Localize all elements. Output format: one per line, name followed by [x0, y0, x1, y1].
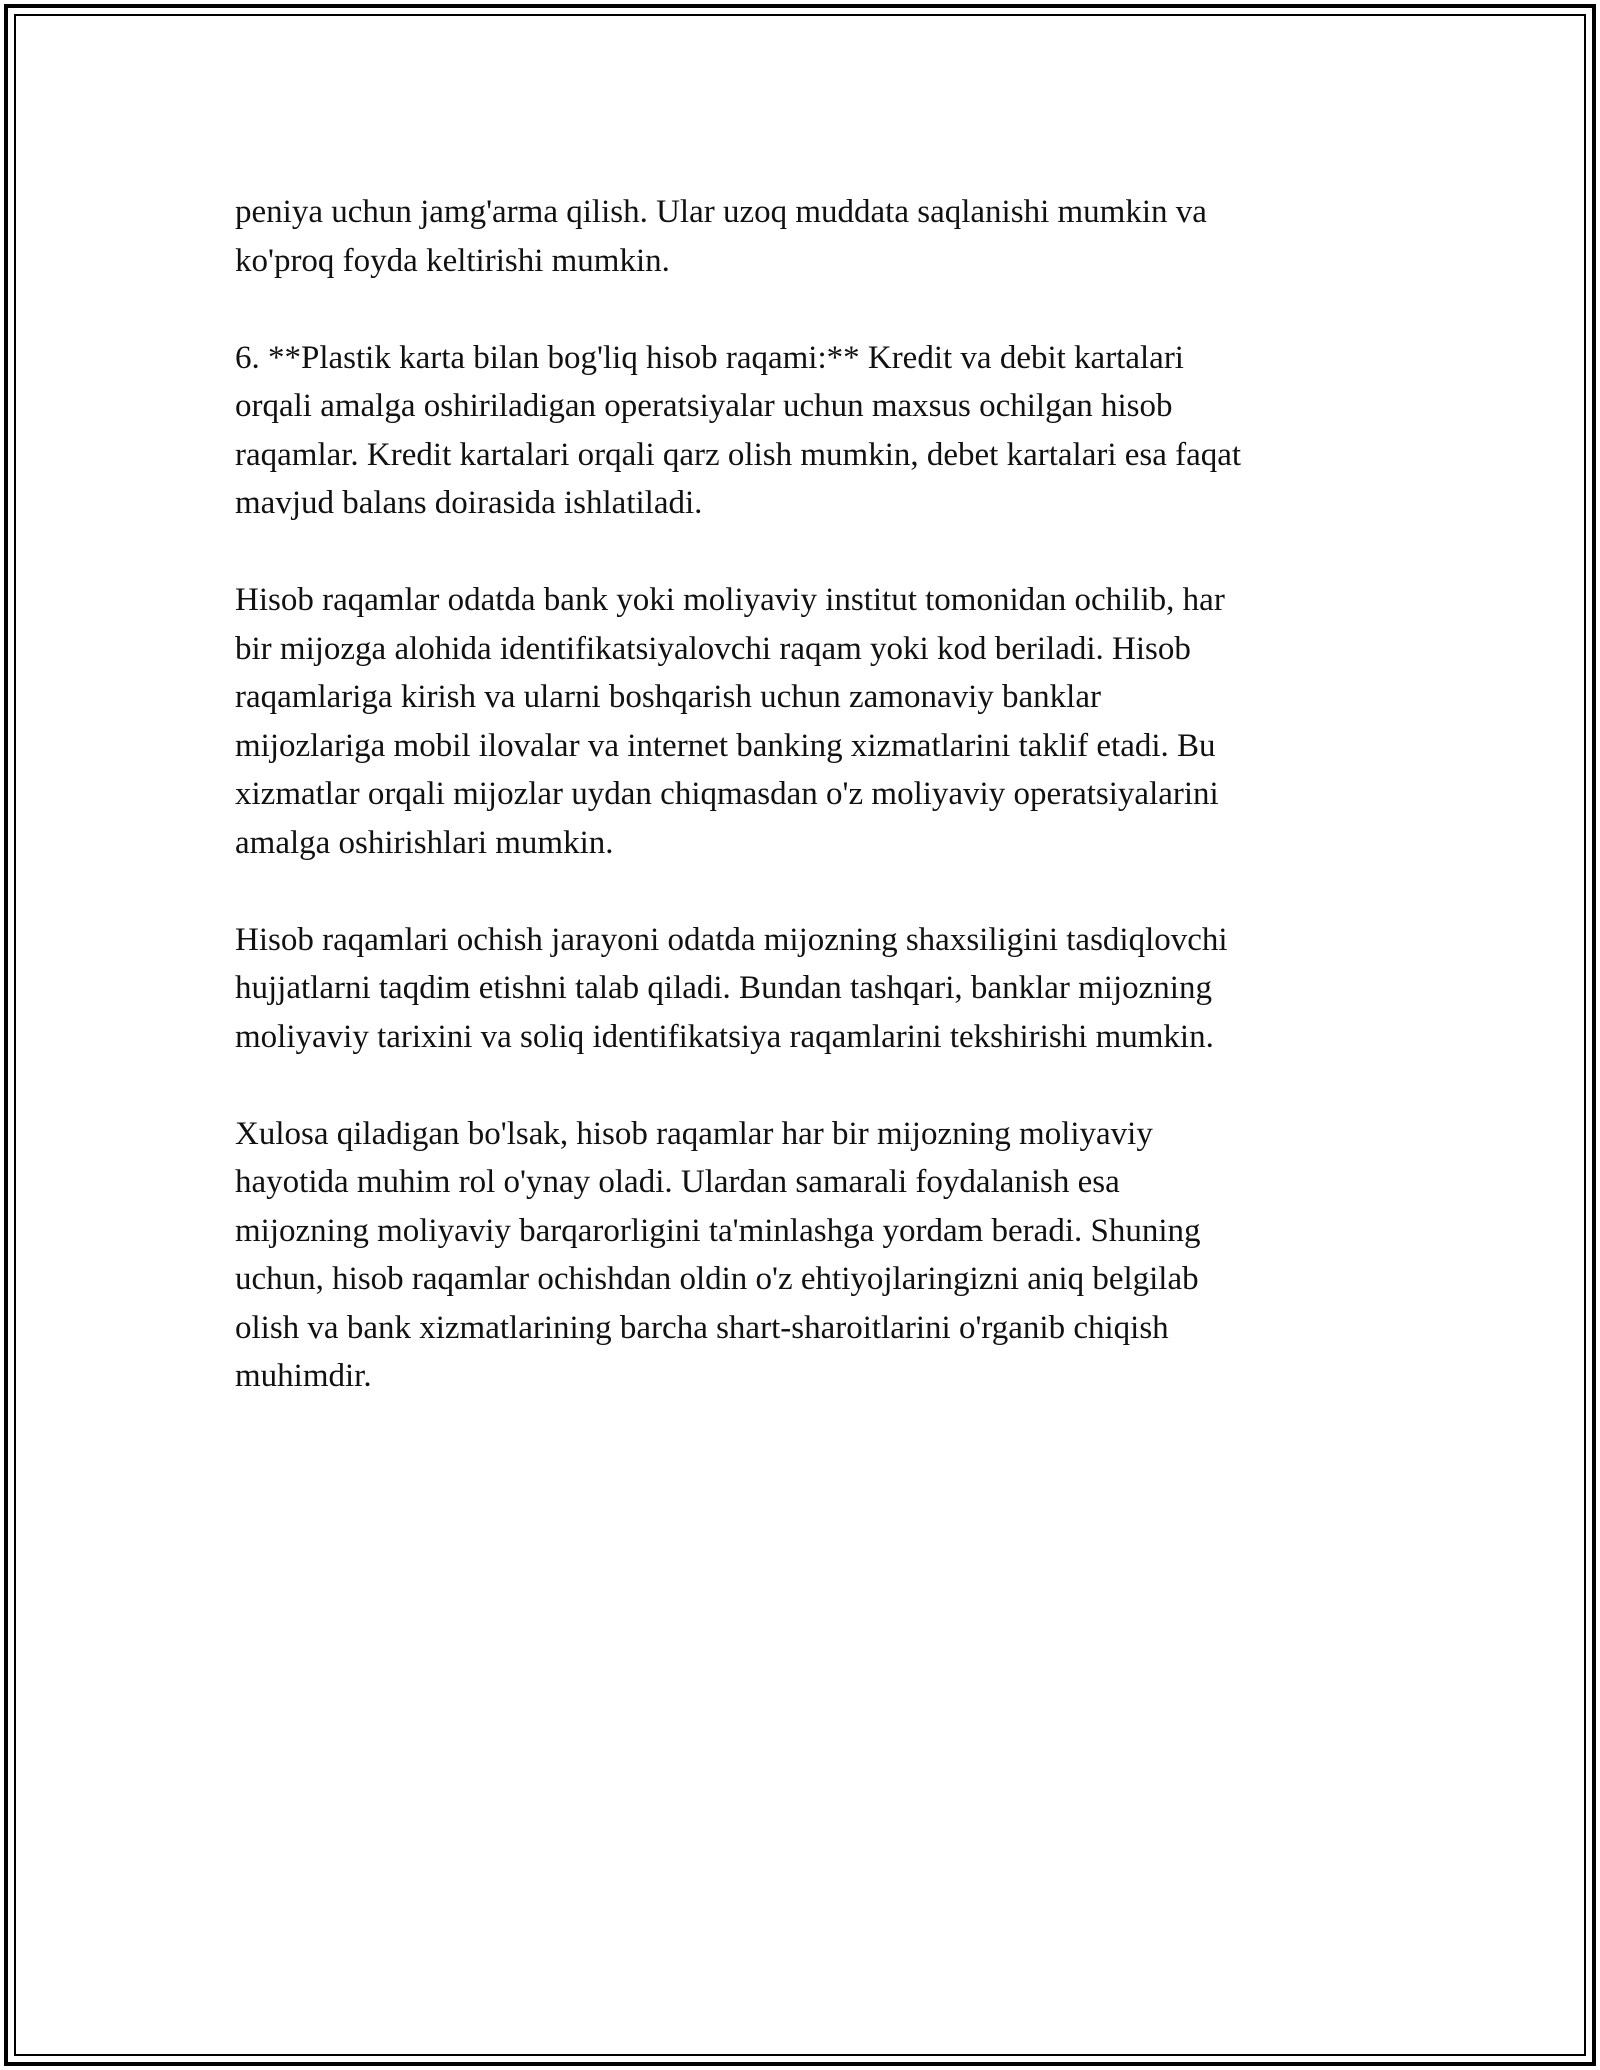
document-body: [235, 188, 1365, 1449]
paragraph-conclusion: Xulosa qiladigan bo'lsak, hisob raqamlar har bir mijozning moliyaviy hayotida muhim rol o'ynay oladi. Ulardan samarali foydalanish esa mijozning moliyaviy barqarorligini ta'minlashga yordam beradi. Shuning uchun, hisob raqamlar ochishdan oldin o'z ehtiyojlaringizni aniq belgilab olish va bank xizmatlarining barcha shart-sharoitlarini o'rganib chiqish muhimdir.: [235, 1115, 1201, 1394]
paragraph-savings-continued: peniya uchun jamg'arma qilish. Ular uzoq muddata saqlanishi mumkin va ko'proq foyda keltirishi mumkin.: [235, 194, 1207, 279]
paragraph-account-requirements: Hisob raqamlari ochish jarayoni odatda mijozning shaxsiligini tasdiqlovchi hujjatlarni taqdim etishni talab qiladi. Bundan tashqari, banklar mijozning moliyaviy tarixini va soliq identifikatsiya raqamlarini tekshirishi mumkin.: [235, 921, 1228, 1055]
paragraph-card-account: 6. **Plastik karta bilan bog'liq hisob raqami:** Kredit va debit kartalari orqali amalga oshiriladigan operatsiyalar uchun maxsus ochilgan hisob raqamlar. Kredit kartalari orqali qarz olish mumkin, debet kartalari esa faqat mavjud balans doirasida ishlatiladi.: [235, 339, 1242, 521]
paragraph-account-opening-bank: Hisob raqamlar odatda bank yoki moliyaviy institut tomonidan ochilib, har bir mijozga alohida identifikatsiyalovchi raqam yoki kod beriladi. Hisob raqamlariga kirish va ularni boshqarish uchun zamonaviy banklar mijozlariga mobil ilovalar va internet banking xizmatlarini taklif etadi. Bu xizmatlar orqali mijozlar uydan chiqmasdan o'z moliyaviy operatsiyalarini amalga oshirishlari mumkin.: [235, 582, 1225, 861]
